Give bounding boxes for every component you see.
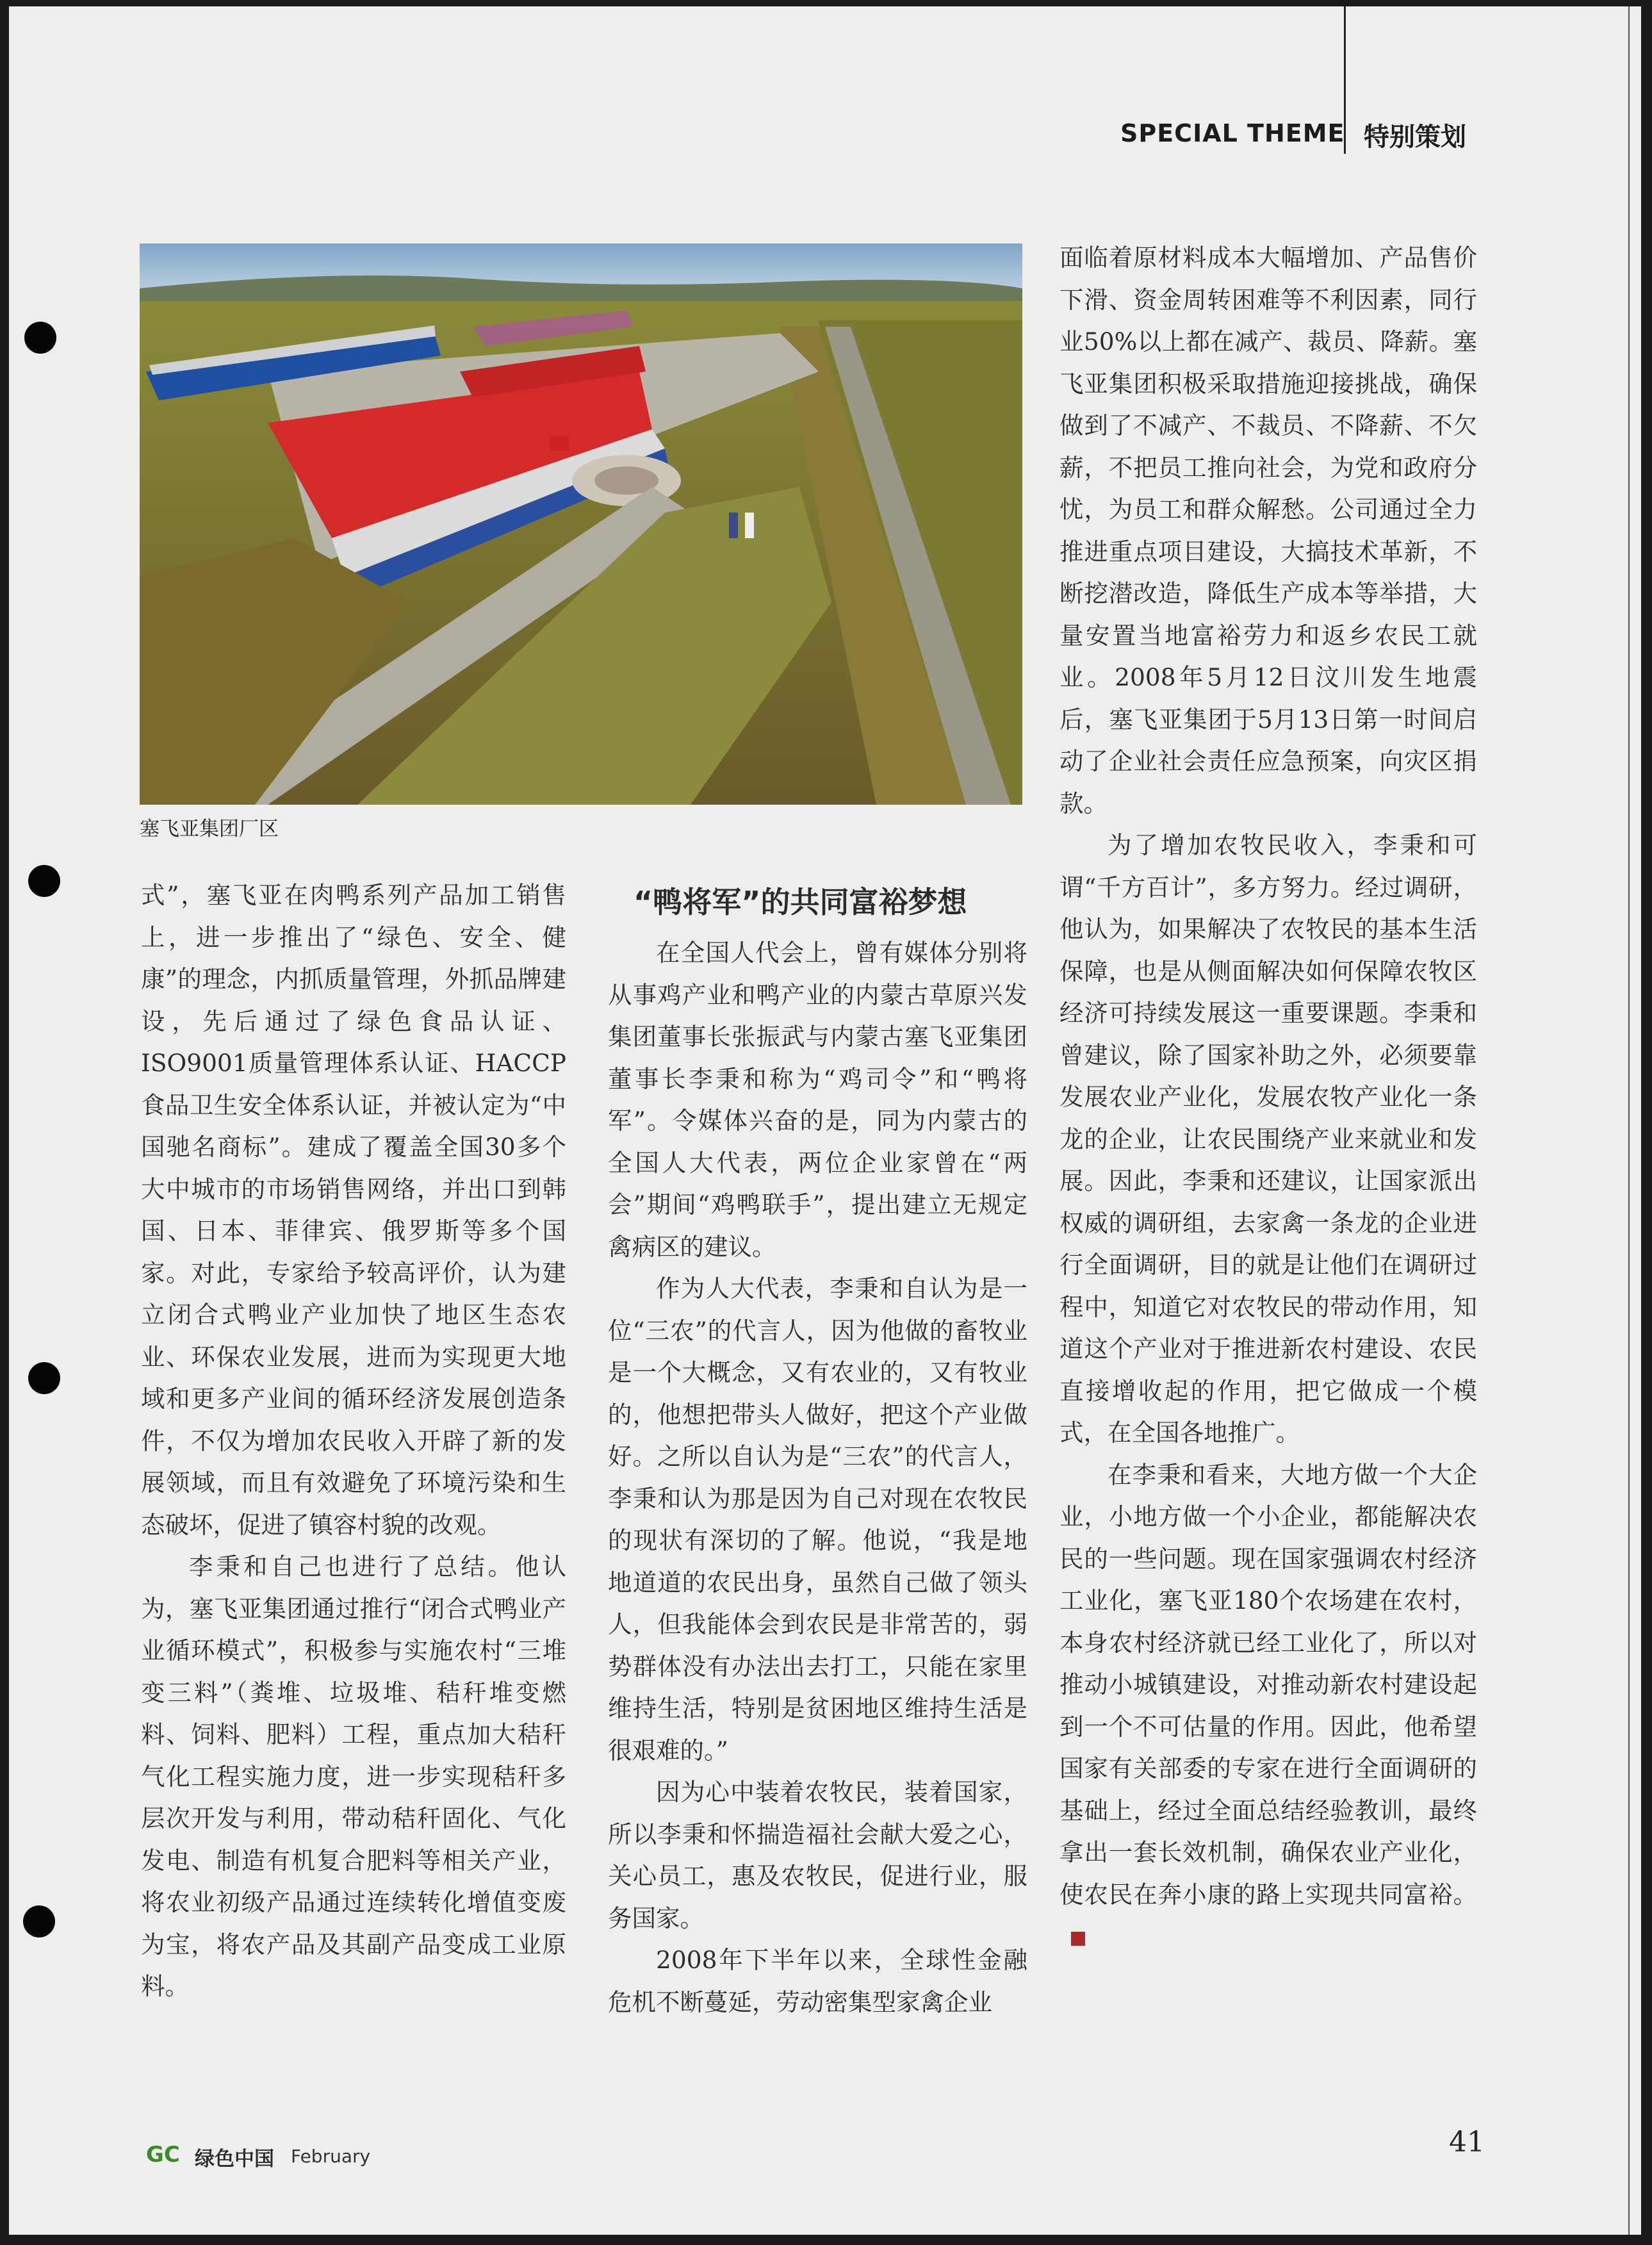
right-edge-rule — [1628, 6, 1630, 2235]
magazine-logo: GC — [146, 2142, 180, 2167]
section-title-cn: 特别策划 — [1364, 122, 1466, 152]
binder-hole — [28, 1362, 60, 1394]
paragraph — [1059, 1454, 1477, 1958]
paragraph: 在全国人代会上，曾有媒体分别将从事鸡产业和鸭产业的内蒙古草原兴发集团董事长张振武与内蒙古塞飞亚集团董事长李秉和称为“鸡司令”和“鸭将军”。令媒体兴奋的是，同为内蒙古的全国人大代表，两位企业家曾在“两会”期间“鸡鸭联手”，提出建立无规定禽病区的建议。 — [608, 939, 1027, 1261]
end-of-article-icon — [1071, 1932, 1085, 1946]
photo-caption: 塞飞亚集团厂区 — [140, 818, 279, 841]
paragraph: 作为人大代表，李秉和自认为是一位“三农”的代言人，因为他做的畜牧业是一个大概念，又有农业的，又有牧业的，他想把带头人做好，把这个产业做好。之所以自认为是“三农”的代言人，李秉和认为那是因为自己对现在农牧民的现状有深切的了解。他说，“我是地地道道的农民出身，虽然自己做了领头人，但我能体会到农民是非常苦的，弱势群体没有办法出去打工，只能在家里维持生活，特别是贫困地区维持生活是很艰难的。” — [608, 1274, 1027, 1764]
text-column-left — [141, 875, 566, 2008]
section-title-en: SPECIAL THEME — [1120, 119, 1345, 147]
binder-hole — [28, 865, 60, 897]
magazine-page — [9, 6, 1641, 2235]
magazine-name: 绿色中国 — [195, 2148, 274, 2171]
paragraph: 为了增加农牧民收入，李秉和可谓“千方百计”，多方努力。经过调研，他认为，如果解决了农牧民的基本生活保障，也是从侧面解决如何保障农牧区经济可持续发展这一重要课题。李秉和曾建议，除了国家补助之外，必须要靠发展农业产业化，发展农牧产业化一条龙的企业，让农民围绕产业来就业和发展。因此，李秉和还建议，让国家派出权威的调研组，去家禽一条龙的企业进行全面调研，目的就是让他们在调研过程中，知道它对农牧民的带动作用，知道这个产业对于推进新农村建设、农民直接增收起的作用，把它做成一个模式，在全国各地推广。 — [1059, 831, 1477, 1447]
paragraph: 2008年下半年以来，全球性金融危机不断蔓延，劳动密集型家禽企业 — [608, 1946, 1027, 2016]
paragraph: 李秉和自己也进行了总结。他认为，塞飞亚集团通过推行“闭合式鸭业产业循环模式”，积极参与实施农村“三堆变三料”（粪堆、垃圾堆、秸秆堆变燃料、饲料、肥料）工程，重点加大秸秆气化工程实施力度，进一步实现秸秆多层次开发与利用，带动秸秆固化、气化发电、制造有机复合肥料等相关产业，将农业初级产品通过连续转化增值变废为宝，将农产品及其副产品变成工业原料。 — [141, 1552, 566, 2000]
text-column-right — [1059, 237, 1477, 1958]
binder-hole — [23, 1905, 55, 1937]
paragraph: 因为心中装着农牧民，装着国家，所以李秉和怀揣造福社会献大爱之心，关心员工，惠及农牧民，促进行业，服务国家。 — [608, 1778, 1027, 1932]
text-column-middle — [608, 932, 1027, 2023]
paragraph: 式”，塞飞亚在肉鸭系列产品加工销售上，进一步推出了“绿色、安全、健康”的理念，内抓质量管理，外抓品牌建设，先后通过了绿色食品认证、ISO9001质量管理体系认证、HACCP食品卫生安全体系认证，并被认定为“中国驰名商标”。建成了覆盖全国30多个大中城市的市场销售网络，并出口到韩国、日本、菲律宾、俄罗斯等多个国家。对此，专家给予较高评价，认为建立闭合式鸭业产业加快了地区生态农业、环保农业发展，进而为实现更大地域和更多产业间的循环经济发展创造条件，不仅为增加农民收入开辟了新的发展领域，而且有效避免了环境污染和生态破坏，促进了镇容村貌的改观。 — [141, 881, 566, 1539]
page-number: 41 — [1449, 2126, 1485, 2159]
issue-month: February — [291, 2146, 371, 2167]
paragraph-text: 在李秉和看来，大地方做一个大企业，小地方做一个小企业，都能解决农民的一些问题。现在国家强调农村经济工业化，塞飞亚180个农场建在农村，本身农村经济就已经工业化了，所以对推动小城镇建设，对推动新农村建设起到一个不可估量的作用。因此，他希望国家有关部委的专家在进行全面调研的基础上，经过全面总结经验教训，最终拿出一套长效机制，确保农业产业化，使农民在奔小康的路上实现共同富裕。 — [1059, 1460, 1477, 1909]
paragraph: 面临着原材料成本大幅增加、产品售价下滑、资金周转困难等不利因素，同行业50%以上都在减产、裁员、降薪。塞飞亚集团积极采取措施迎接挑战，确保做到了不减产、不裁员、不降薪、不欠薪，不把员工推向社会，为党和政府分忧，为员工和群众解愁。公司通过全力推进重点项目建设，大搞技术革新，不断挖潜改造，降低生产成本等举措，大量安置当地富裕劳力和返乡农民工就业。2008年5月12日汶川发生地震后，塞飞亚集团于5月13日第一时间启动了企业社会责任应急预案，向灾区捐款。 — [1059, 243, 1477, 818]
article-subheading: “鸭将军”的共同富裕梦想 — [634, 885, 967, 919]
binder-hole — [24, 322, 56, 354]
aerial-factory-photo — [140, 243, 1022, 805]
